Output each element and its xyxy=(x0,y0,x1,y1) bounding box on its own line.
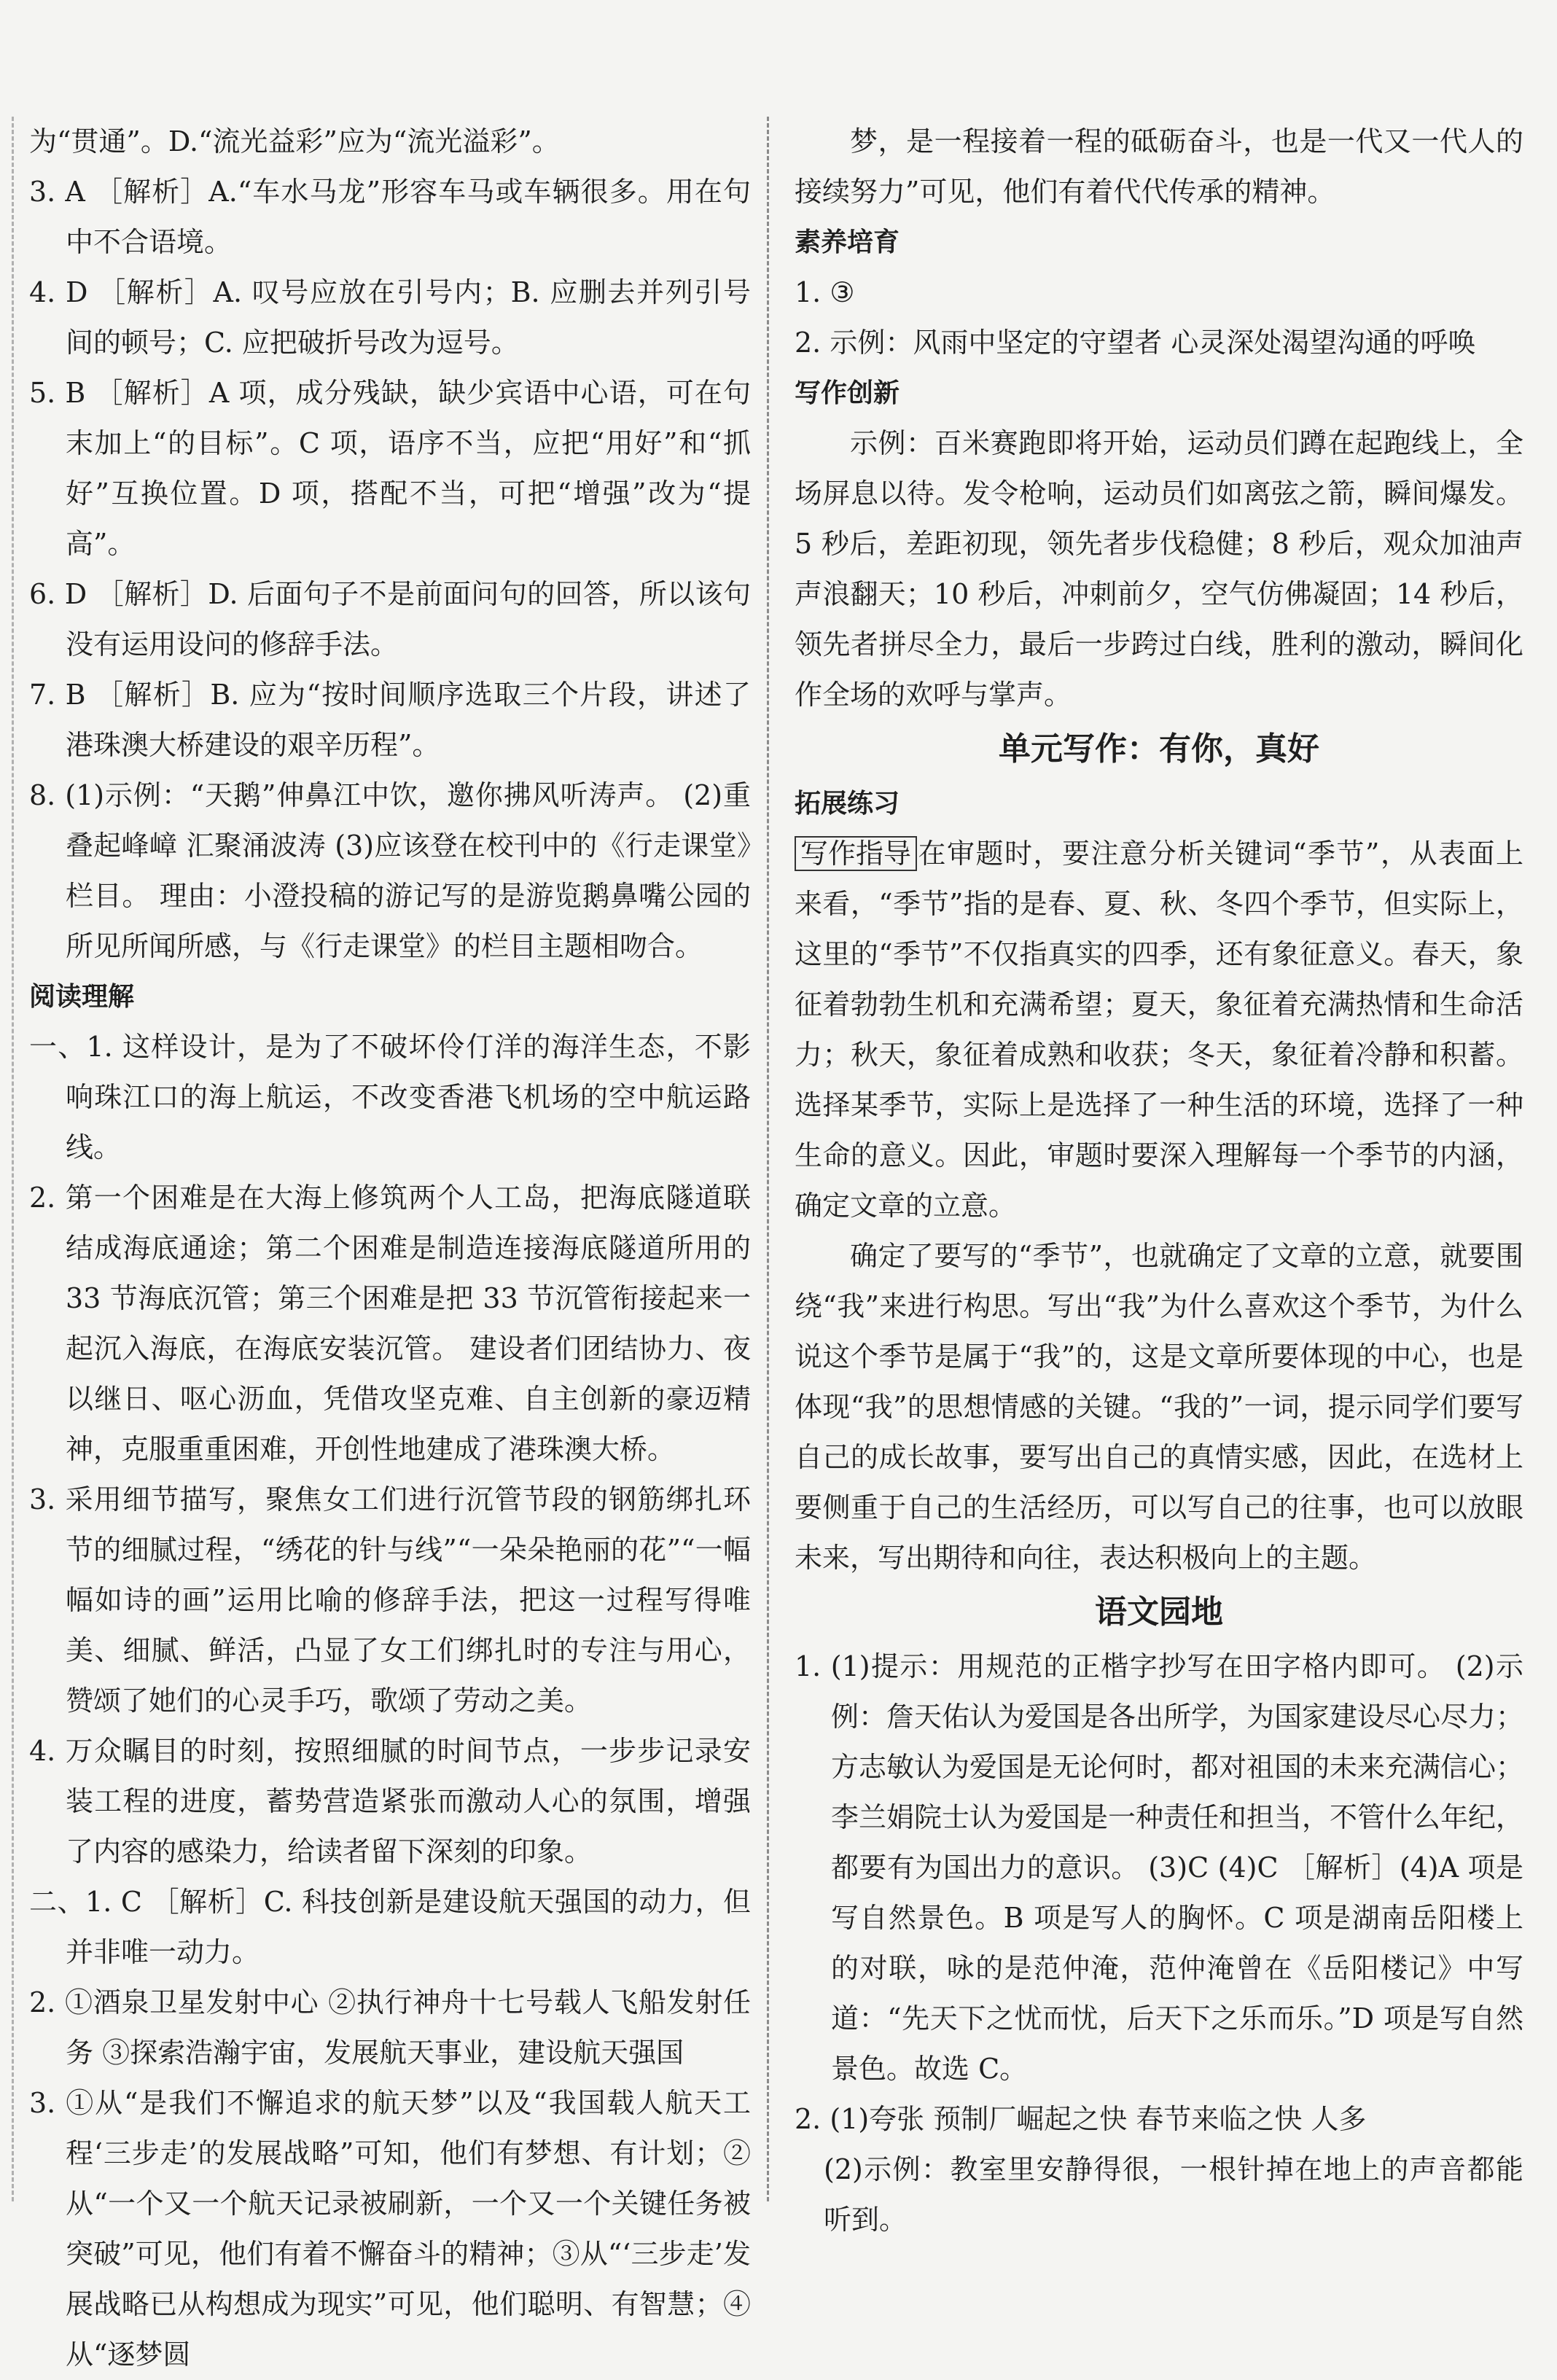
text-line: 为“贯通”。D.“流光益彩”应为“流光溢彩”。 xyxy=(29,125,560,157)
section-heading-suyang: 素养培育 xyxy=(795,227,900,257)
reading-2-3: 3. ①从“是我们不懈追求的航天梦”以及“我国载人航天工程‘三步走’的发展战略”可知，他们有梦想、有计划；②从“一个又一个航天记录被刷新，一个又一个关键任务被突破”可见，他们有着不懈奋斗的精神；③从“‘三步走’发展战略已从构想成为现实”可见，他们聪明、有智慧；④从“逐梦圆 xyxy=(29,2087,751,2371)
writing-example: 示例：百米赛跑即将开始，运动员们蹲在起跑线上，全场屏息以待。发令枪响，运动员们如离弦之箭，瞬间爆发。5 秒后，差距初现，领先者步伐稳健；8 秒后，观众加油声声浪翻天；10 秒后，冲刺前夕，空气仿佛凝固；14 秒后，领先者拼尽全力，最后一步跨过白线，胜利的激动，瞬间化作全场的欢呼与掌声。 xyxy=(795,427,1523,711)
answer-item-6: 6. D ［解析］D. 后面句子不是前面问句的回答，所以该句没有运用设问的修辞手法。 xyxy=(29,578,751,660)
column-divider xyxy=(767,117,769,2201)
answer-item-7: 7. B ［解析］B. 应为“按时间顺序选取三个片段，讲述了港珠澳大桥建设的艰辛历程”。 xyxy=(29,679,751,761)
text-line: 梦，是一程接着一程的砥砺奋斗，也是一代又一代人的接续努力”可见，他们有着代代传承的精神。 xyxy=(795,125,1523,208)
answer-item-4: 4. D ［解析］A. 叹号应放在引号内；B. 应删去并列引号间的顿号；C. 应把破折号改为逗号。 xyxy=(29,276,751,359)
answer-item-5: 5. B ［解析］A 项，成分残缺，缺少宾语中心语，可在句末加上“的目标”。C 项，语序不当，应把“用好”和“抓好”互换位置。D 项，搭配不当，可把“增强”改为“提高”。 xyxy=(29,377,751,560)
reading-1-2: 2. 第一个困难是在大海上修筑两个人工岛，把海底隧道联结成海底通途；第二个困难是制造连接海底隧道所用的 33 节海底沉管；第三个困难是把 33 节沉管衔接起来一起沉入海底，在海底安装沉管。 建设者们团结协力、夜以继日、呕心沥血，凭借攻坚克难、自主创新的豪迈精神，克服重重困难，开创性地建成了港珠澳大桥。 xyxy=(29,1182,751,1465)
writing-guide xyxy=(795,829,1523,1231)
right-column xyxy=(795,117,1523,2245)
garden-1: 1. (1)提示：用规范的正楷字抄写在田字格内即可。 (2)示例：詹天佑认为爱国是各出所学，为国家建设尽心尽力；方志敏认为爱国是无论何时，都对祖国的未来充满信心；李兰娟院士认为爱国是一种责任和担当，不管什么年纪，都要有为国出力的意识。 (3)C (4)C ［解析］(4)A 项是写自然景色。B 项是写人的胸怀。C 项是湖南岳阳楼上的对联，咏的是范仲淹，范仲淹曾在《岳阳楼记》中写道：“先天下之忧而忧，后天下之乐而乐。”D 项是写自然景色。故选 C。 xyxy=(795,1650,1524,2085)
reading-2-2: 2. ①酒泉卫星发射中心 ②执行神舟十七号载人飞船发射任务 ③探索浩瀚宇宙，发展航天事业，建设航天强国 xyxy=(29,1986,751,2069)
writing-guide-tag: 写作指导 xyxy=(795,836,917,871)
section-heading-reading: 阅读理解 xyxy=(29,982,135,1012)
suyang-1: 1. ③ xyxy=(795,276,855,308)
writing-guide-paragraph-2: 确定了要写的“季节”，也就确定了文章的立意，就要围绕“我”来进行构思。写出“我”为什么喜欢这个季节，为什么说这个季节是属于“我”的，这是文章所要体现的中心，也是体现“我”的思想情感的关键。“我的”一词，提示同学们要写自己的成长故事，要写出自己的真情实感，因此，在选材上要侧重于自己的生活经历，可以写自己的往事，也可以放眼未来，写出期待和向往，表达积极向上的主题。 xyxy=(795,1240,1523,1574)
garden-2-2: (2)示例：教室里安静得很，一根针掉在地上的声音都能听到。 xyxy=(824,2153,1523,2236)
left-column xyxy=(29,117,751,2380)
suyang-2: 2. 示例：风雨中坚定的守望者 心灵深处渴望沟通的呼唤 xyxy=(795,327,1476,359)
left-binding-line xyxy=(12,117,14,2201)
section-heading-xiezuo: 写作创新 xyxy=(795,378,900,408)
section-heading-tuozhan: 拓展练习 xyxy=(795,789,900,819)
chinese-garden-title: 语文园地 xyxy=(1095,1593,1223,1631)
reading-1-3: 3. 采用细节描写，聚焦女工们进行沉管节段的钢筋绑扎环节的细腻过程，“绣花的针与线”“一朵朵艳丽的花”“一幅幅如诗的画”运用比喻的修辞手法，把这一过程写得唯美、细腻、鲜活，凸显了女工们绑扎时的专注与用心，赞颂了她们的心灵手巧，歌颂了劳动之美。 xyxy=(29,1483,751,1717)
answer-item-8: 8. (1)示例：“天鹅”伸鼻江中饮，邀你拂风听涛声。 (2)重叠起峰嶂 汇聚涌波涛 (3)应该登在校刊中的《行走课堂》栏目。 理由：小澄投稿的游记写的是游览鹅鼻嘴公园的所见所闻所感，与《行走课堂》的栏目主题相吻合。 xyxy=(29,779,751,962)
writing-guide-text: 在审题时，要注意分析关键词“季节”，从表面上来看，“季节”指的是春、夏、秋、冬四个季节，但实际上，这里的“季节”不仅指真实的四季，还有象征意义。春天，象征着勃勃生机和充满希望；夏天，象征着充满热情和生命活力；秋天，象征着成熟和收获；冬天，象征着冷静和积蓄。选择某季节，实际上是选择了一种生活的环境，选择了一种生命的意义。因此，审题时要深入理解每一个季节的内涵，确定文章的立意。 xyxy=(795,838,1523,1222)
answer-item-3: 3. A ［解析］A.“车水马龙”形容车马或车辆很多。用在句中不合语境。 xyxy=(29,176,751,258)
reading-2-1: 二、1. C ［解析］C. 科技创新是建设航天强国的动力，但并非唯一动力。 xyxy=(29,1886,751,1968)
garden-2-1: 2. (1)夸张 预制厂崛起之快 春节来临之快 人多 xyxy=(795,2103,1367,2135)
reading-1-1: 一、1. 这样设计，是为了不破坏伶仃洋的海洋生态，不影响珠江口的海上航运，不改变香港飞机场的空中航运路线。 xyxy=(29,1031,751,1163)
reading-1-4: 4. 万众瞩目的时刻，按照细腻的时间节点，一步步记录安装工程的进度，蓄势营造紧张而激动人心的氛围，增强了内容的感染力，给读者留下深刻的印象。 xyxy=(29,1735,751,1868)
unit-writing-title: 单元写作：有你，真好 xyxy=(999,730,1319,768)
